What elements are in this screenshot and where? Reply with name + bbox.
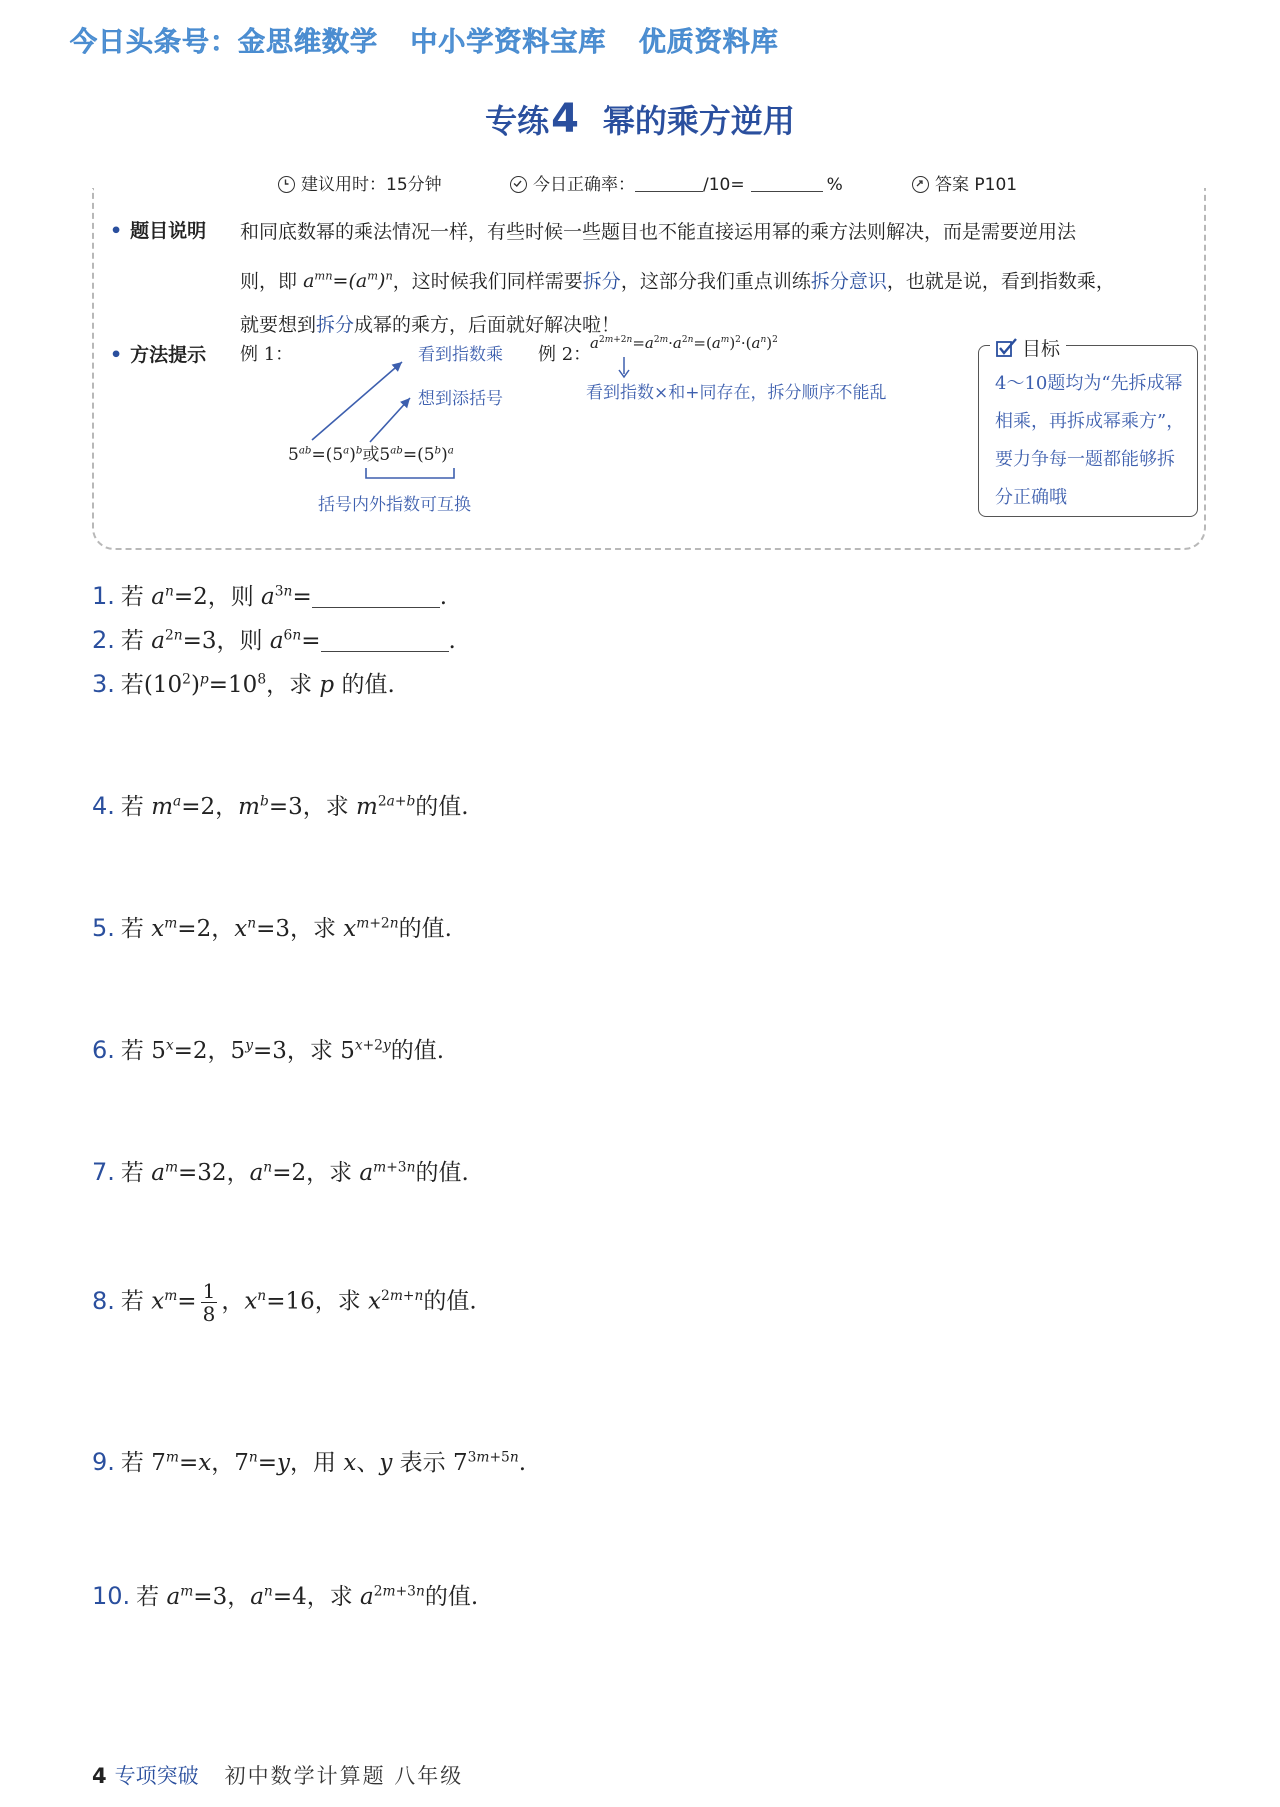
answer-blank-2[interactable] [321, 629, 449, 652]
question-1: 1. 若 $a^n=2$，则 $a^{3n}=$ . [92, 582, 448, 610]
arrow-to-exp-mul [312, 362, 402, 440]
question-5: 5. 若 $x^m=2$，$x^n=3$，求 $x^{m+2n}$的值. [92, 914, 452, 942]
checkbox-icon [996, 338, 1018, 358]
goal-heading [990, 334, 1066, 361]
book-title: 初中数学计算题 八年级 [224, 1764, 464, 1788]
note-add-brackets: 想到添括号 [418, 389, 503, 409]
example-2-formula: $a^{2m+2n}=a^{2m}\cdot a^{2n}=(a^m)^2\cdot(a^n)^2$ [590, 334, 778, 352]
highlight-split-awareness: 拆分意识 [810, 270, 887, 293]
question-8: 8. 若 $x^m=$ $\frac{1}{8}$ ，$x^n=16$，求 $x^{2m+n}$的值. [92, 1279, 477, 1326]
question-9: 9. 若 $7^m=x$，$7^n=y$，用 x、y 表示 $7^{3m+5n}$. [92, 1448, 527, 1476]
example-1-or: 或 [362, 445, 380, 465]
down-arrow-icon [616, 356, 632, 380]
series-name: 专项突破 [114, 1764, 199, 1788]
page-title [0, 96, 1280, 142]
title-prefix: 专练 [485, 102, 550, 140]
example-2-label: 例 2： [538, 344, 592, 365]
example-1-label: 例 1： [240, 344, 294, 365]
section-method-label: • 方法提示 [110, 344, 207, 366]
highlight-split: 拆分 [582, 270, 621, 293]
fraction-one-eighth: $\frac{1}{8}$ [202, 1279, 216, 1326]
title-text: 幂的乘方逆用 [602, 102, 795, 140]
note-swap-exponents: 括号内外指数可互换 [318, 495, 471, 515]
watermark-part-3: 优质资料库 [638, 27, 779, 58]
title-number: 4 [551, 96, 579, 142]
watermark-part-1: 今日头条号：金思维数学 [70, 27, 378, 58]
section-description-label: • 题目说明 [110, 220, 207, 242]
page-number: 4 [92, 1764, 107, 1788]
highlight-split-2: 拆分 [316, 314, 355, 337]
question-2: 2. 若 $a^{2n}=3$，则 $a^{6n}=$ . [92, 626, 456, 654]
description-line-3: 就要想到拆分成幂的乘方，后面就好解决啦！ [240, 314, 621, 337]
watermark [70, 20, 801, 59]
goal-text: 4～10题均为“先拆成幂相乘，再拆成幂乘方”，要力争每一题都能够拆分正确哦 [995, 373, 1185, 508]
arrow-to-brackets [370, 398, 410, 442]
accuracy-denominator: /10= [703, 175, 745, 195]
question-10: 10. 若 $a^m=3$，$a^n=4$，求 $a^{2m+3n}$的值. [92, 1582, 479, 1610]
description-line-1: 和同底数幂的乘法情况一样，有些时候一些题目也不能直接运用幂的乘方法则解决，而是需要逆用法 [240, 221, 1077, 243]
suggested-time-label: 建议用时：15分钟 [301, 175, 442, 195]
description-formula: $a^{mn}=(a^m)^n$ [303, 269, 393, 293]
description-line-2: 则，即 $a^{mn}=(a^m)^n$，这时候我们同样需要拆分，这部分我们重点训练拆分意识，也就是说，看到指数乘， [240, 269, 1115, 293]
page-footer [92, 1760, 463, 1790]
question-6: 6. 若 $5^x=2$，$5^y=3$，求 $5^{x+2y}$的值. [92, 1036, 445, 1064]
description-text [240, 210, 1192, 347]
note-example-2: 看到指数×和+同存在，拆分顺序不能乱 [586, 383, 887, 403]
accuracy-unit: % [826, 175, 843, 195]
example-1-formula: $5^{ab}=(5^a)^b$或$5^{ab}=(5^b)^a$ [288, 445, 454, 465]
watermark-part-2: 中小学资料宝库 [410, 27, 607, 58]
bullet-dot-icon: • [110, 220, 123, 242]
question-3: 3. 若$(10^2)^p=10^8$，求 p 的值. [92, 670, 395, 698]
question-7: 7. 若 $a^m=32$，$a^n=2$，求 $a^{m+3n}$的值. [92, 1158, 469, 1186]
goal-label: 目标 [1022, 338, 1061, 360]
answer-label: 答案 P101 [935, 175, 1018, 195]
answer-blank-1[interactable] [312, 585, 440, 608]
swap-bracket [360, 466, 460, 484]
bullet-dot-icon: • [110, 344, 123, 366]
question-4: 4. 若 $m^a=2$，$m^b=3$，求 $m^{2a+b}$的值. [92, 792, 469, 820]
note-see-exponent-multiply: 看到指数乘 [418, 345, 503, 365]
example-1-arrows [290, 350, 430, 450]
accuracy-label: 今日正确率： [533, 175, 635, 195]
